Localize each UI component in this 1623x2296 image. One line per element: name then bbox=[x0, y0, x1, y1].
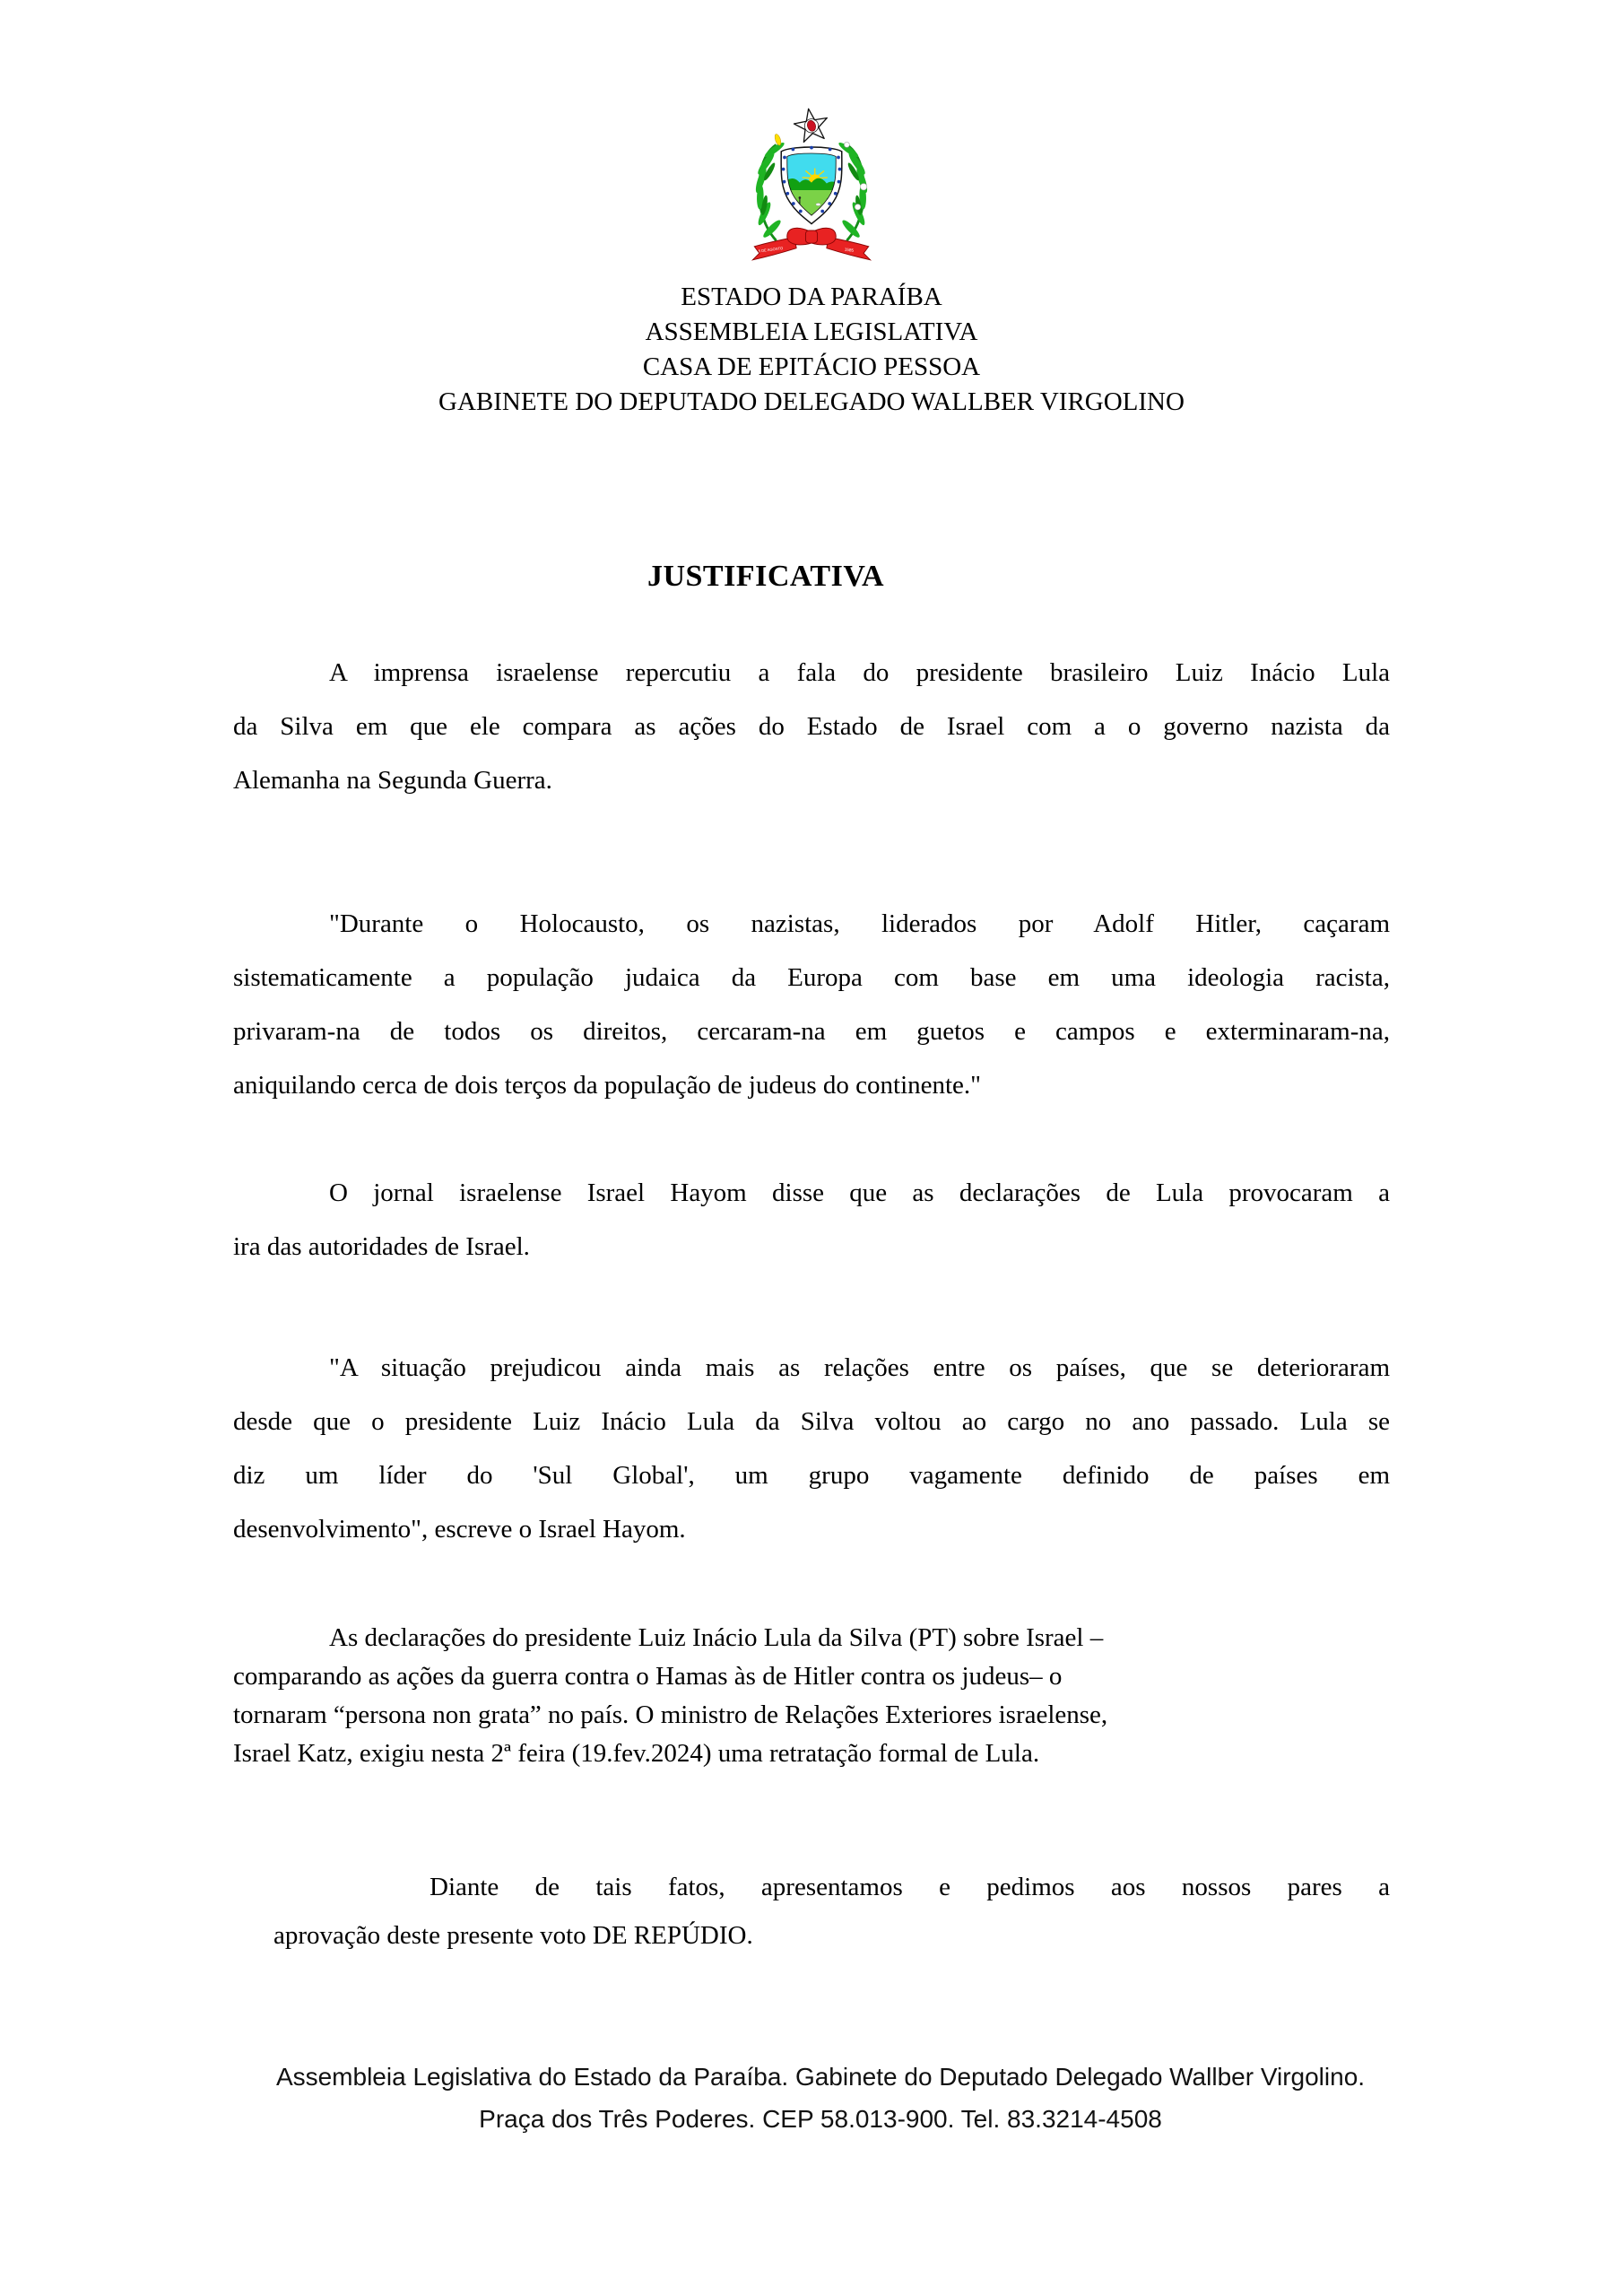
page-title: JUSTIFICATIVA bbox=[647, 560, 885, 593]
text-line: privaram-na de todos os direitos, cercaram-na em guetos e campos e exterminaram-na, bbox=[233, 1017, 1390, 1046]
footer-line-contact: Praça dos Três Poderes. CEP 58.013-900. Tel. 83.3214-4508 bbox=[479, 2105, 1162, 2133]
letterhead bbox=[0, 280, 1623, 420]
text-line: "A situação prejudicou ainda mais as relações entre os países, que se deterioraram bbox=[329, 1353, 1390, 1382]
text-line: Israel Katz, exigiu nesta 2ª feira (19.fev.2024) uma retratação formal de Lula. bbox=[233, 1739, 1040, 1768]
letterhead-line-state: ESTADO DA PARAÍBA bbox=[681, 283, 942, 311]
paragraph bbox=[233, 1341, 1390, 1556]
footer-line-address: Assembleia Legislativa do Estado da Paraíba. Gabinete do Deputado Delegado Wallber Virgolino. bbox=[275, 2063, 1366, 2091]
text-line: O jornal israelense Israel Hayom disse que as declarações de Lula provocaram a bbox=[329, 1178, 1390, 1207]
text-line: Alemanha na Segunda Guerra. bbox=[233, 766, 552, 795]
text-line: aprovação deste presente voto DE REPÚDIO. bbox=[273, 1921, 753, 1950]
paragraph bbox=[233, 1166, 1390, 1274]
letterhead-line-office: GABINETE DO DEPUTADO DELEGADO WALLBER VIRGOLINO bbox=[438, 387, 1185, 416]
paragraph bbox=[233, 1619, 1390, 1773]
text-line: desenvolvimento", escreve o Israel Hayom. bbox=[233, 1515, 686, 1544]
text-line: "Durante o Holocausto, os nazistas, liderados por Adolf Hitler, caçaram bbox=[329, 909, 1390, 938]
text-line: comparando as ações da guerra contra o Hamas às de Hitler contra os judeus– o bbox=[233, 1662, 1063, 1691]
paragraph bbox=[233, 897, 1390, 1112]
left-branch-icon bbox=[754, 134, 786, 241]
letterhead-line-house: CASA DE EPITÁCIO PESSOA bbox=[642, 352, 981, 381]
text-line: tornaram “persona non grata” no país. O ministro de Relações Exteriores israelense, bbox=[233, 1700, 1108, 1729]
text-line: diz um líder do 'Sul Global', um grupo vagamente definido de países em bbox=[233, 1461, 1390, 1490]
text-line: sistematicamente a população judaica da Europa com base em uma ideologia racista, bbox=[233, 963, 1390, 992]
paraiba-coat-of-arms-icon bbox=[744, 106, 879, 274]
paragraph bbox=[233, 646, 1390, 807]
ribbon-right-label: 1585 bbox=[844, 247, 855, 253]
shield-icon bbox=[781, 146, 842, 224]
text-line: aniquilando cerca de dois terços da população de judeus do continente." bbox=[233, 1071, 982, 1100]
letterhead-line-assembly: ASSEMBLEIA LEGISLATIVA bbox=[645, 317, 978, 346]
ribbon-left-label: 5 DE AGOSTO bbox=[758, 246, 784, 254]
footer bbox=[18, 2056, 1623, 2140]
text-line: ira das autoridades de Israel. bbox=[233, 1232, 530, 1261]
text-line: Diante de tais fatos, apresentamos e pedimos aos nossos pares a bbox=[430, 1873, 1390, 1901]
document-body bbox=[0, 646, 1623, 1960]
text-line: desde que o presidente Luiz Inácio Lula da Silva voltou ao cargo no ano passado. Lula se bbox=[233, 1407, 1390, 1436]
text-line: As declarações do presidente Luiz Inácio Lula da Silva (PT) sobre Israel – bbox=[329, 1623, 1104, 1652]
star-icon bbox=[794, 109, 828, 142]
text-line: da Silva em que ele compara as ações do Estado de Israel com a o governo nazista da bbox=[233, 712, 1390, 741]
text-line: A imprensa israelense repercutiu a fala do presidente brasileiro Luiz Inácio Lula bbox=[329, 658, 1390, 687]
paragraph bbox=[273, 1863, 1390, 1960]
